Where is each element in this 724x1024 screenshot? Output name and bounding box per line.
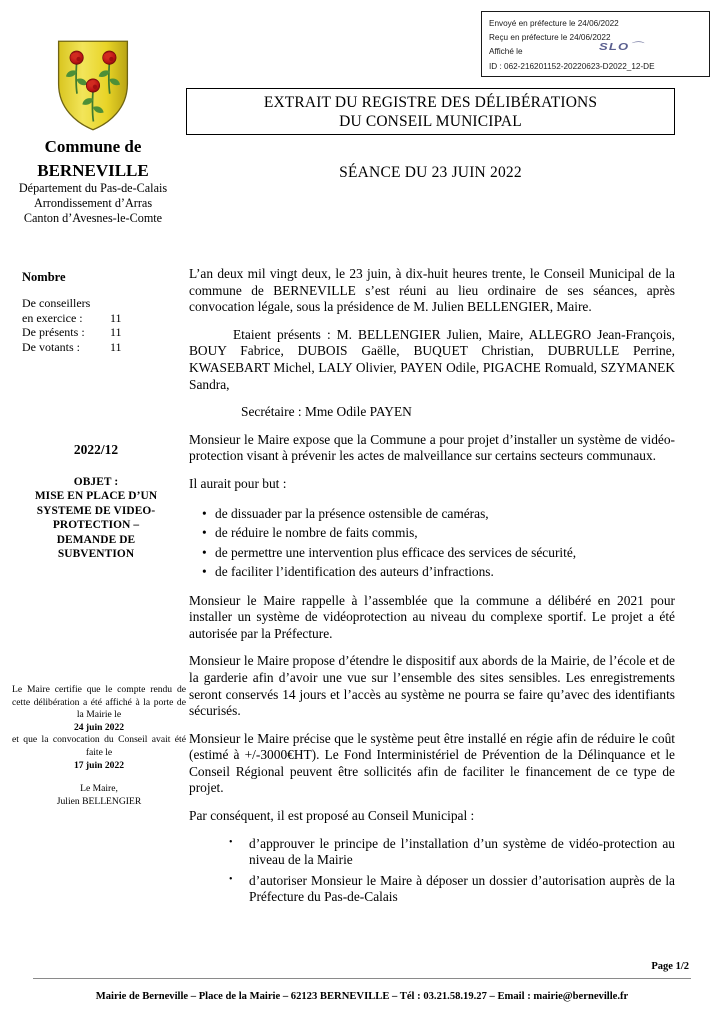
spacer xyxy=(12,772,186,783)
cost-and-funding-paragraph: Monsieur le Maire précise que le système peut être installé en régie afin de réduire le coût (estimé à +/-3000€HT). Le Fond Interministériel de Prévention de la Délinquance et le Conseil Régional peuvent être sollicités afin de faciliter le financement de ce type de projet. xyxy=(189,730,675,796)
list-item: • de permettre une intervention plus efficace des services de sécurité, xyxy=(189,543,675,563)
certification-text-part-2: et que la convocation du Conseil avait été faite le xyxy=(12,734,186,758)
in-office-value: 11 xyxy=(110,310,122,325)
prefecture-posted-line xyxy=(489,41,702,59)
attendance-title: Nombre xyxy=(22,270,66,284)
signature-stamp-flourish: ⌒ xyxy=(629,41,643,53)
table-row xyxy=(22,311,186,326)
commune-label: Commune de xyxy=(44,137,142,156)
canton-line: Canton d’Avesnes-le-Comte xyxy=(23,211,163,225)
list-item: • de faciliter l’identification des auteurs d’infractions. xyxy=(189,562,675,582)
project-description-paragraph: Monsieur le Maire expose que la Commune a pour projet d’installer un système de vidéo-protection visant à prévenir les actes de malveillance sur certains secteurs communaux. xyxy=(189,431,675,464)
purpose-list xyxy=(189,504,675,582)
list-item: • d’autoriser Monsieur le Maire à déposer un dossier d’autorisation auprès de la Préfecture du Pas-de-Calais xyxy=(189,873,675,906)
proposal-list xyxy=(189,836,675,906)
footer-divider xyxy=(33,978,691,979)
deliberation-body xyxy=(189,266,675,917)
proposal-intro: Par conséquent, il est proposé au Conseil Municipal : xyxy=(189,808,475,824)
masthead xyxy=(0,30,186,226)
deliberation-subject xyxy=(6,442,186,561)
voters-value: 11 xyxy=(110,339,122,354)
page-number: Page 1/2 xyxy=(651,961,689,972)
table-row xyxy=(22,325,186,340)
objet-line-5: SUBVENTION xyxy=(57,548,135,561)
attendees-paragraph: Etaient présents : M. BELLENGIER Julien, Maire, ALLEGRO Jean-François, BOUY Fabrice, DUBOIS Gaëlle, BUQUET Christian, DUBRULLE Perrine, KWASEBART Michel, LALY Olivier, PAYEN Odile, PIGACHE Romuald, SZYMANEK Sandra, xyxy=(189,326,675,392)
certification-posting-date: 24 juin 2022 xyxy=(73,721,125,733)
prior-deliberation-paragraph: Monsieur le Maire rappelle à l’assemblée que la commune a délibéré en 2021 pour installer un système de vidéoprotection au niveau du complexe sportif. Le projet a été autorisée par la Préfecture. xyxy=(189,592,675,641)
document-title-line-1: EXTRAIT DU REGISTRE DES DÉLIBÉRATIONS xyxy=(263,93,598,111)
present-label: De présents : xyxy=(22,325,85,340)
present-value: 11 xyxy=(110,325,122,340)
mayor-certification xyxy=(12,684,186,808)
opening-paragraph: L’an deux mil vingt deux, le 23 juin, à dix-huit heures trente, le Conseil Municipal de la commune de BERNEVILLE s’est réuni au lieu ordinaire de ses séances, après convocation légale, sous la présidence de M. Julien BELLENGIER, Maire. xyxy=(189,266,675,315)
objet-line-2: SYSTEME DE VIDEO- xyxy=(36,504,156,517)
prefecture-sent-line: Envoyé en préfecture le 24/06/2022 xyxy=(489,19,619,28)
coat-of-arms-icon xyxy=(52,38,134,133)
objet-label: OBJET : xyxy=(73,476,119,488)
mayor-signoff-label: Le Maire, xyxy=(80,783,118,795)
list-item: • de dissuader par la présence ostensible de caméras, xyxy=(189,504,675,524)
arrondissement-line: Arrondissement d’Arras xyxy=(33,196,153,210)
deliberation-number: 2022/12 xyxy=(73,442,119,457)
mayor-signoff-name: Julien BELLENGIER xyxy=(56,795,142,807)
objet-line-1: MISE EN PLACE D’UN xyxy=(34,490,158,503)
list-item: • de réduire le nombre de faits commis, xyxy=(189,523,675,543)
department-line: Département du Pas-de-Calais xyxy=(18,181,168,195)
purpose-intro: Il aurait pour but : xyxy=(189,475,287,491)
extension-proposal-paragraph: Monsieur le Maire propose d’étendre le dispositif aux abords de la Mairie, de l’école et de la garderie afin d’avoir une vue sur l’ensemble des sites sensibles. Les enregistrements seront conservés 14 jours et l’accès au système ne pourra se faire qu’avec des identifiants sécurisés. xyxy=(189,653,675,719)
footer-contact: Mairie de Berneville – Place de la Mairie – 62123 BERNEVILLE – Tél : 03.21.58.19.27 – Email : mairie@berneville.fr xyxy=(95,991,629,1002)
prefecture-stamp-box xyxy=(481,11,710,77)
in-office-label: en exercice : xyxy=(22,310,83,325)
objet-line-3: PROTECTION – xyxy=(52,519,140,532)
table-row xyxy=(22,340,186,355)
certification-convocation-date: 17 juin 2022 xyxy=(73,759,125,771)
session-date-heading: SÉANCE DU 23 JUIN 2022 xyxy=(339,164,522,181)
list-item: • d’approuver le principe de l’installation d’un système de vidéo-protection au niveau de la Mairie xyxy=(189,836,675,869)
certification-text-part-1: Le Maire certifie que le compte rendu de cette délibération a été affiché à la porte de la Mairie le xyxy=(12,684,186,721)
commune-name: BERNEVILLE xyxy=(37,161,149,180)
attendance-counts xyxy=(22,270,186,354)
prefecture-id-line: ID : 062-216201152-20220623-D2022_12-DE xyxy=(489,61,655,71)
document-title-line-2: DU CONSEIL MUNICIPAL xyxy=(339,112,522,130)
signature-stamp-text: SLO xyxy=(599,41,630,53)
voters-label: De votants : xyxy=(22,339,80,354)
prefecture-received-line: Reçu en préfecture le 24/06/2022 xyxy=(489,33,611,43)
document-title-box xyxy=(186,88,675,135)
objet-line-4: DEMANDE DE xyxy=(56,533,136,546)
councillors-label: De conseillers xyxy=(22,296,91,310)
secretary-line: Secrétaire : Mme Odile PAYEN xyxy=(241,404,412,420)
prefecture-posted-label: Affiché le xyxy=(489,47,523,57)
signature-stamp-icon xyxy=(599,42,642,53)
